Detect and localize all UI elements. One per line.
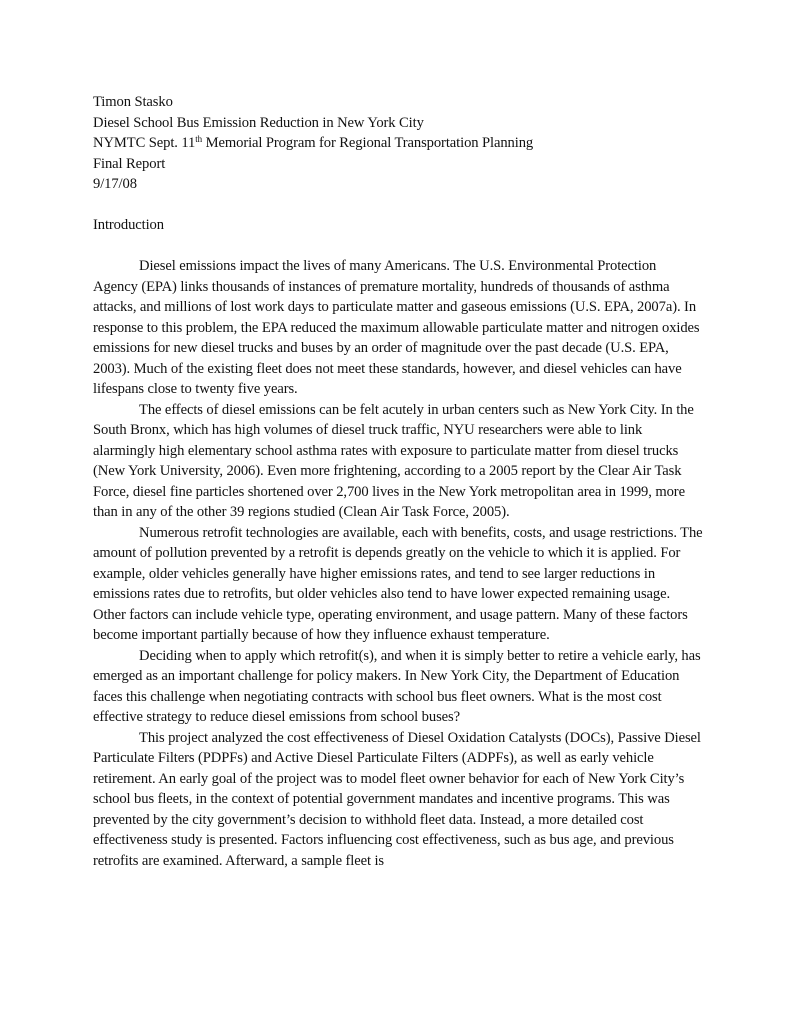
spacer — [93, 195, 703, 216]
author-name: Timon Stasko — [93, 94, 173, 110]
report-date: 9/17/08 — [93, 176, 137, 192]
section-heading-introduction: Introduction — [93, 217, 164, 233]
report-header — [93, 92, 703, 195]
report-type: Final Report — [93, 155, 166, 172]
paragraph-4: Deciding when to apply which retrofit(s), and when it is simply better to retire a vehicle early, has emerged as an important challenge for policy makers. In New York City, the Department of Education faces this challenge when negotiating contracts with school bus fleet owners. What is the most cost effective strategy to reduce diesel emissions from school buses? — [93, 647, 701, 725]
program-name — [93, 133, 703, 154]
program-suffix: Memorial Program for Regional Transportation Planning — [202, 135, 534, 151]
paragraph-2: The effects of diesel emissions can be felt acutely in urban centers such as New York City. In the South Bronx, which has high volumes of diesel truck traffic, NYU researchers were able to link alarmingly high elementary school asthma rates with exposure to particulate matter from diesel trucks (New York University, 2006). Even more frightening, according to a 2005 report by the Clear Air Task Force, diesel fine particles shortened over 2,700 lives in the New York metropolitan area in 1999, more than in any of the other 39 regions studied (Clean Air Task Force, 2005). — [93, 401, 694, 520]
program-superscript: th — [195, 134, 203, 144]
document-page — [93, 92, 703, 871]
paragraph-1: Diesel emissions impact the lives of many Americans. The U.S. Environmental Protection Agency (EPA) links thousands of instances of premature mortality, hundreds of thousands of asthma attacks, and millions of lost work days to particulate matter and gaseous emissions (U.S. EPA, 2007a). In response to this problem, the EPA reduced the maximum allowable particulate matter and nitrogen oxides emissions for new diesel trucks and buses by an order of magnitude over the past decade (U.S. EPA, 2003). Much of the existing fleet does not meet these standards, however, and diesel vehicles can have lifespans close to twenty five years. — [93, 258, 700, 397]
paragraph-5: This project analyzed the cost effectiveness of Diesel Oxidation Catalysts (DOCs), Passive Diesel Particulate Filters (PDPFs) and Active Diesel Particulate Filters (ADPFs), as well as early vehicle retirement. An early goal of the project was to model fleet owner behavior for each of New York City’s school bus fleets, in the context of potential government mandates and incentive programs. This was prevented by the city government’s decision to withhold fleet data. Instead, a more detailed cost effectiveness study is presented. Factors influencing cost effectiveness, such as bus age, and previous retrofits are examined. Afterward, a sample fleet is — [93, 729, 701, 869]
paragraph-3: Numerous retrofit technologies are available, each with benefits, costs, and usage restrictions. The amount of pollution prevented by a retrofit is depends greatly on the vehicle to which it is applied. For example, older vehicles generally have higher emissions rates, and tend to see larger reductions in emissions rates due to retrofits, but older vehicles also tend to have lower expected remaining usage. Other factors can include vehicle type, operating environment, and usage pattern. Many of these factors become important partially because of how they influence exhaust temperature. — [93, 524, 703, 643]
program-prefix: NYMTC Sept. 11 — [93, 135, 196, 151]
report-title: Diesel School Bus Emission Reduction in New York City — [93, 114, 424, 131]
